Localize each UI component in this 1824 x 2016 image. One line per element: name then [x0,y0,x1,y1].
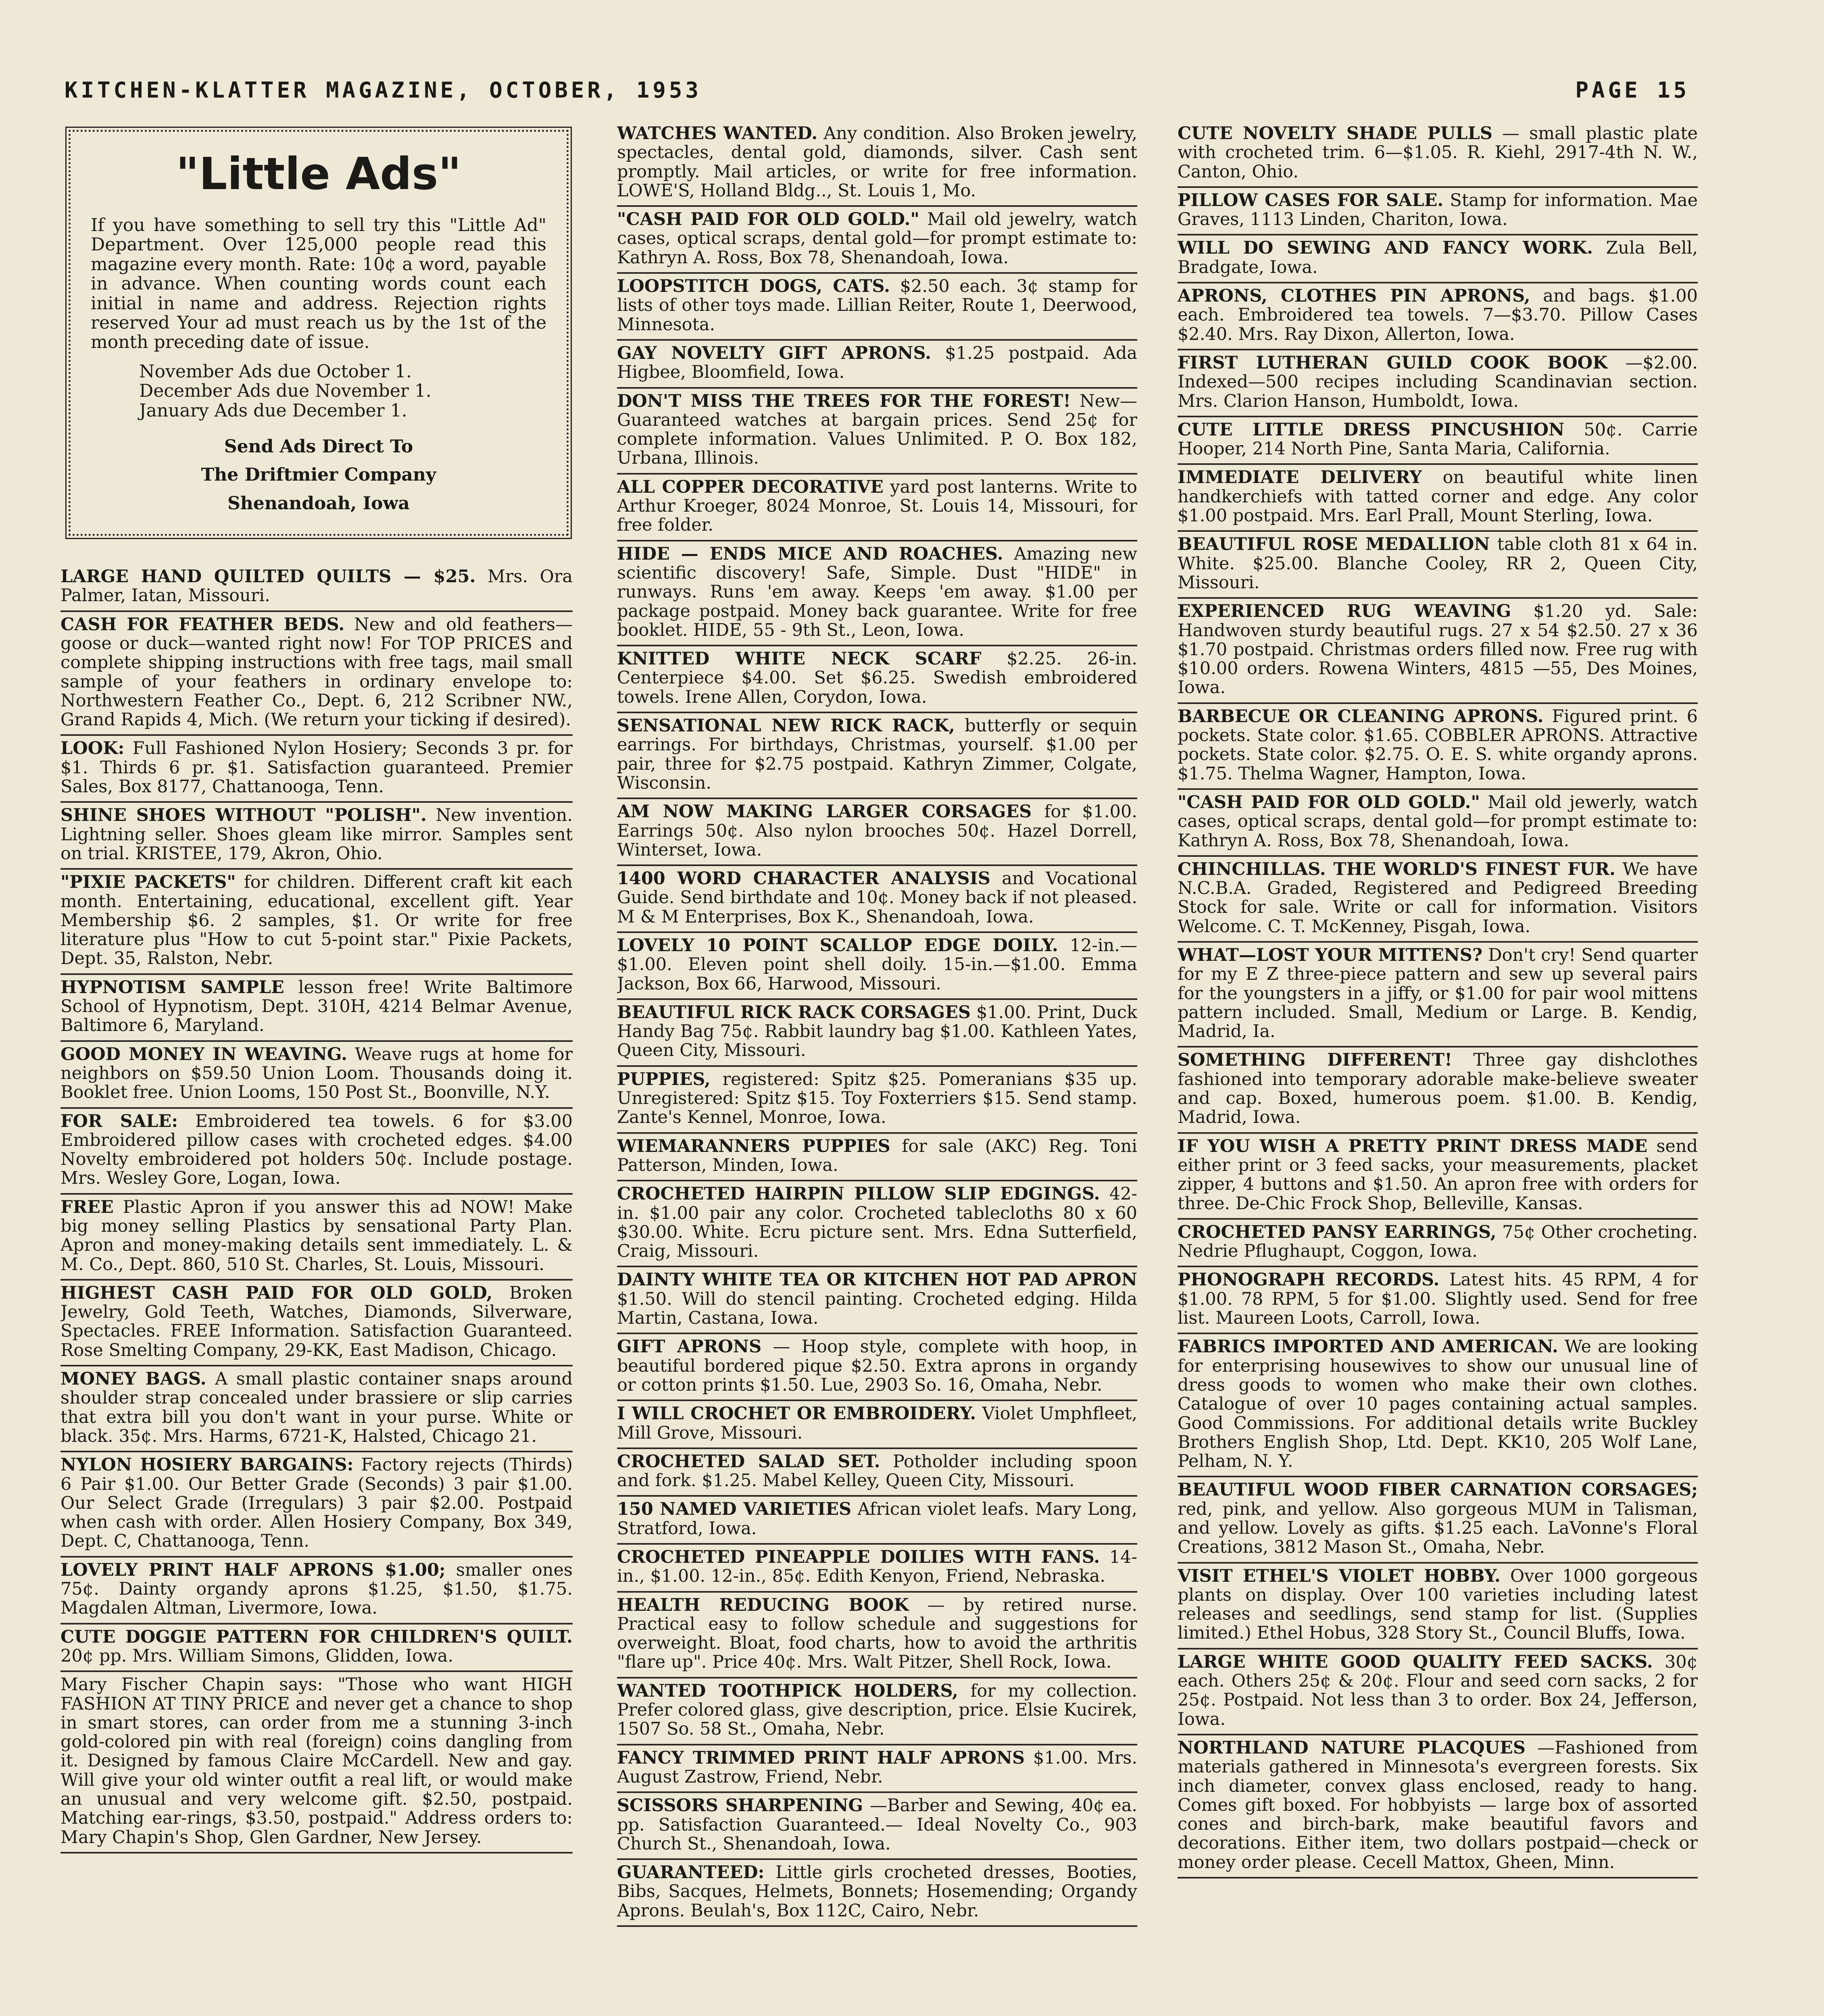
ad-heading: WHAT—LOST YOUR MITTENS? [1178,945,1483,965]
page-number: PAGE 15 [1575,77,1690,103]
ad-body: Full Fashioned Nylon Hosiery; Seconds 3 pr. for $1. Thirds 6 pr. $1. Satisfaction guaranteed. Premier Sales, Box 8177, Chattanooga, Tenn. [60,738,573,797]
ad-list [1178,121,1698,1879]
classified-ad [60,1109,573,1195]
ad-body: New invention. Lightning seller. Shoes gleam like mirror. Samples sent on trial. KRISTEE, 179, Akron, Ohio. [60,805,573,864]
ad-body: Violet Umphfleet, Mill Grove, Missouri. [617,1404,1137,1443]
ad-heading: BARBECUE OR CLEANING APRONS. [1178,706,1544,727]
ad-heading: FANCY TRIMMED PRINT HALF APRONS [617,1747,1025,1768]
ad-body: registered: Spitz $25. Pomeranians $35 up. Unregistered: Spitz $15. Toy Foxterriers $15. Send stamp. Zante's Kennel, Monroe, Iowa. [617,1069,1137,1128]
ad-heading: GIFT APRONS [617,1337,762,1357]
contact-line: Shenandoah, Iowa [227,493,410,514]
classified-ad [60,975,573,1042]
ad-body: 14-in., $1.00. 12-in., 85¢. Edith Kenyon, Friend, Nebraska. [617,1547,1137,1587]
ad-heading: I WILL CROCHET OR EMBROIDERY. [617,1404,976,1424]
ad-heading: WILL DO SEWING AND FANCY WORK. [1178,238,1593,258]
ad-body: Mary Fischer Chapin says: "Those who want HIGH FASHION AT TINY PRICE and never get a chance to shop in smart stores, can order from me a stunning 3-inch gold-colored pin with real (foreign) coins dangling from it. Designed by famous Claire McCardell. New and gay. Will give your old winter outfit a real lift, or would make an unusual and very welcome gift. $2.50, postpaid. Matching ear-rings, $3.50, postpaid." Address orders to: Mary Chapin's Shop, Glen Gardner, New Jersey. [60,1674,573,1847]
ad-heading: MONEY BAGS. [60,1369,206,1389]
ad-body: 42-in. $1.00 pair any color. Crocheted tablecloths 80 x 60 $30.00. White. Ecru picture sent. Mrs. Edna Sutterfield, Craig, Missouri. [617,1184,1137,1262]
classified-ad [1178,121,1698,188]
classified-ad [1178,1477,1698,1563]
ad-body: and Vocational Guide. Send birthdate and 10¢. Money back if not pleased. M & M Enterprises, Box K., Shenandoah, Iowa. [617,868,1137,927]
ad-heading: "PIXIE PACKETS" [60,872,236,893]
ad-heading: HIGHEST CASH PAID FOR OLD GOLD, [60,1283,493,1303]
ad-heading: GAY NOVELTY GIFT APRONS. [617,343,931,363]
ad-heading: FABRICS IMPORTED AND AMERICAN. [1178,1337,1558,1357]
classified-ad [617,207,1137,274]
ad-heading: EXPERIENCED RUG WEAVING [1178,601,1511,622]
little-ads-notice [69,130,569,536]
ad-heading: CUTE LITTLE DRESS PINCUSHION [1178,419,1565,440]
classified-ad [60,1558,573,1624]
classified-ad [617,1334,1137,1401]
ad-body: New—Guaranteed watches at bargain prices. Send 25¢ for complete information. Values Unlimited. P. O. Box 182, Urbana, Illinois. [617,391,1137,469]
classified-ad [60,1042,573,1109]
classified-ad [1178,532,1698,599]
ad-heading: WANTED TOOTHPICK HOLDERS, [617,1681,958,1701]
ad-body: Latest hits. 45 RPM, 4 for $1.00. 78 RPM, 5 for $1.00. Slightly used. Send for free list. Maureen Loots, Carroll, Iowa. [1178,1270,1698,1329]
ad-heading: FREE [60,1197,114,1217]
classified-ad [1178,1735,1698,1879]
ad-body: send either print or 3 feed sacks, your measurements, placket zipper, 4 buttons and $1.50. An apron free with orders for three. De-Chic Frock Shop, Belleville, Kansas. [1178,1136,1698,1214]
ad-heading: CASH FOR FEATHER BEDS. [60,614,345,635]
column-1 [60,121,573,2016]
ad-body: Zula Bell, Bradgate, Iowa. [1178,238,1698,277]
ad-heading: CROCHETED PINEAPPLE DOILIES WITH FANS. [617,1547,1100,1567]
classified-ad [1178,857,1698,943]
ad-heading: IF YOU WISH A PRETTY PRINT DRESS MADE [1178,1136,1648,1156]
classified-ad [617,541,1137,646]
notice-title: "Little Ads" [176,148,461,200]
ad-body: $2.25. 26-in. Centerpiece $4.00. Set $6.25. Swedish embroidered towels. Irene Allen, Corydon, Iowa. [617,649,1137,707]
classified-ad [617,713,1137,799]
ad-heading: CUTE NOVELTY SHADE PULLS [1178,123,1493,144]
ad-body: $1.20 yd. Sale: Handwoven sturdy beautiful rugs. 27 x 54 $2.50. 27 x 36 $1.70 postpaid. Christmas orders filled now. Free rug with $10.00 orders. Rowena Winters, 4815 —55, Des Moines, Iowa. [1178,601,1698,698]
classified-ad [1178,235,1698,283]
ad-body: $1.00. Mrs. August Zastrow, Friend, Nebr. [617,1747,1137,1787]
classified-ad [617,1067,1137,1134]
ad-heading: WATCHES WANTED. [617,123,818,144]
ad-body: for $1.00. Earrings 50¢. Also nylon brooches 50¢. Hazel Dorrell, Winterset, Iowa. [617,802,1137,860]
classified-ad [617,1793,1137,1860]
ad-heading: LOVELY 10 POINT SCALLOP EDGE DOILY. [617,935,1058,956]
deadline-item: January Ads due December 1. [139,400,407,421]
ad-body: Amazing new scientific discovery! Safe, Simple. Dust "HIDE" in runways. Runs 'em away. Keeps 'em away. $1.00 per package postpaid. Money back guarantee. Write for free booklet. HIDE, 55 - 9th St., Leon, Iowa. [617,544,1137,640]
ad-body: 20¢ pp. Mrs. William Simons, Glidden, Iowa. [60,1645,453,1666]
ad-body: butterfly or sequin earrings. For birthdays, Christmas, yourself. $1.00 per pair, three for $2.75 postpaid. Kathryn Zimmer, Colgate, Wisconsin. [617,716,1137,793]
ad-heading: HIDE — ENDS MICE AND ROACHES. [617,544,1003,564]
classified-ad [1178,283,1698,350]
ad-heading: LARGE WHITE GOOD QUALITY FEED SACKS. [1178,1652,1653,1672]
classified-ad [617,1134,1137,1182]
ad-body: for my collection. Prefer colored glass, give description, price. Elsie Kucirek, 1507 So. 58 St., Omaha, Nebr. [617,1681,1137,1739]
ad-body: for sale (AKC) Reg. Toni Patterson, Minden, Iowa. [617,1136,1137,1175]
ad-heading: FIRST LUTHERAN GUILD COOK BOOK [1178,352,1608,373]
classified-ad [60,1281,573,1366]
ad-heading: IMMEDIATE DELIVERY [1178,467,1422,488]
ad-heading: "CASH PAID FOR OLD GOLD." [617,209,919,230]
ad-body: on beautiful white linen handkerchiefs with tatted corner and edge. Any color $1.00 postpaid. Mrs. Earl Prall, Mount Sterling, Iowa. [1178,467,1698,526]
ad-heading: HYPNOTISM SAMPLE [60,977,284,998]
classified-ad [1178,1334,1698,1477]
classified-ad [617,866,1137,933]
ad-heading: "CASH PAID FOR OLD GOLD." [1178,792,1480,812]
column-3 [1178,121,1698,2016]
classified-ad [617,1860,1137,1927]
ad-body: Broken Jewelry, Gold Teeth, Watches, Diamonds, Silverware, Spectacles. FREE Information. Satisfaction Guaranteed. Rose Smelting Company, 29-KK, East Madison, Chicago. [60,1283,573,1360]
classified-ad [617,121,1137,207]
ad-heading: HEALTH REDUCING BOOK [617,1595,909,1615]
ad-body: Plastic Apron if you answer this ad NOW! Make big money selling Plastics by sensational Party Plan. Apron and money-making details sent immediately. L. & M. Co., Dept. 860, 510 St. Charles, St. Louis, Missouri. [60,1197,573,1275]
classified-ad [617,646,1137,713]
ad-body: Mail old jewelry, watch cases, optical scraps, dental gold—for prompt estimate to: Kathryn A. Ross, Box 78, Shenandoah, Iowa. [617,209,1137,268]
classified-ad [617,799,1137,866]
classified-ad [1178,1048,1698,1133]
ad-body: 12-in.—$1.00. Eleven point shell doily. 15-in.—$1.00. Emma Jackson, Box 66, Harwood, Missouri. [617,935,1137,994]
classified-ad [1178,465,1698,532]
ad-body: $2.50 each. 3¢ stamp for lists of other toys made. Lillian Reiter, Route 1, Deerwood, Minnesota. [617,276,1137,335]
ad-list [617,121,1137,1927]
classified-ad [1178,1564,1698,1649]
classified-ad [617,1593,1137,1679]
ad-body: We have N.C.B.A. Graded, Registered and Pedigreed Breeding Stock for sale. Write or call for information. Visitors Welcome. C. T. McKenney, Pisgah, Iowa. [1178,859,1698,937]
ad-body: Mrs. Ora Palmer, Iatan, Missouri. [60,566,573,606]
ad-body: — small plastic plate with crocheted trim. 6—$1.05. R. Kiehl, 2917-4th N. W., Canton, Ohio. [1178,123,1698,182]
classified-ad [617,1679,1137,1745]
ad-heading: SHINE SHOES WITHOUT "POLISH". [60,805,427,826]
ad-body: for children. Different craft kit each month. Entertaining, educational, excellent gift. Year Membership $6. 2 samples, $1. Or write for free literature plus "How to cut 5-point star." Pixie Packets, Dept. 35, Ralston, Nebr. [60,872,573,969]
notice-body: If you have something to sell try this "Little Ad" Department. Over 125,000 people read this magazine every month. Rate: 10¢ a word, payable in advance. When counting words count each initial in name and address. Rejection rights reserved Your ad must reach us by the 1st of the month preceding date of issue. [91,215,546,353]
ad-body: Three gay dishclothes fashioned into temporary adorable make-believe sweater and cap. Boxed, humerous poem. $1.00. B. Kendig, Madrid, Iowa. [1178,1050,1698,1128]
column-2 [617,121,1137,2016]
classified-ad [617,341,1137,389]
ad-heading: AM NOW MAKING LARGER CORSAGES [617,802,1032,822]
classified-ad [1178,790,1698,857]
ad-heading: SENSATIONAL NEW RICK RACK, [617,716,955,736]
deadline-item: November Ads due October 1. [139,361,412,382]
ad-body: A small plastic container snaps around shoulder strap concealed under brassiere or slip carries that extra bill you don't want in your purse. White or black. 35¢. Mrs. Harms, 6721-K, Halsted, Chicago 21. [60,1369,573,1446]
classified-ad [1178,417,1698,465]
ad-heading: GUARANTEED: [617,1862,765,1883]
classified-ad [60,803,573,870]
classified-ad [60,1624,573,1672]
ad-body: Little girls crocheted dresses, Booties, Bibs, Sacques, Helmets, Bonnets; Hosemending; Organdy Aprons. Beulah's, Box 112C, Cairo, Nebr. [617,1862,1137,1921]
ad-heading: DON'T MISS THE TREES FOR THE FOREST! [617,391,1071,411]
ad-body: yard post lanterns. Write to Arthur Kroeger, 8024 Monroe, St. Louis 14, Missouri, for free folder. [617,477,1137,535]
ad-body: —Barber and Sewing, 40¢ ea. pp. Satisfaction Guaranteed.— Ideal Novelty Co., 903 Church St., Shenandoah, Iowa. [617,1795,1137,1854]
contact-line: Send Ads Direct To [224,436,413,457]
ad-body: Figured print. 6 pockets. State color. $1.65. COBBLER APRONS. Attractive pockets. State color. $2.75. O. E. S. white organdy aprons. $1.75. Thelma Wagner, Hampton, Iowa. [1178,706,1698,784]
ad-body: — by retired nurse. Practical easy to follow schedule and suggestions for overweight. Bloat, food charts, how to avoid the arthritis "flare up". Price 40¢. Mrs. Walt Pitzer, Shell Rock, Iowa. [617,1595,1137,1672]
ad-body: — Hoop style, complete with hoop, in beautiful bordered pique $2.50. Extra aprons in organdy or cotton prints $1.50. Lue, 2903 So. 16, Omaha, Nebr. [617,1337,1137,1395]
ad-list [60,564,573,1854]
ad-heading: CROCHETED HAIRPIN PILLOW SLIP EDGINGS. [617,1184,1100,1204]
classified-ad [617,475,1137,541]
ad-body: $1.25 postpaid. Ada Higbee, Bloomfield, Iowa. [617,343,1137,383]
ad-heading: LOOPSTITCH DOGS, CATS. [617,276,890,297]
ad-heading: APRONS, CLOTHES PIN APRONS, [1178,286,1530,306]
classified-ad [60,870,573,975]
classified-ad [617,389,1137,475]
ad-body: Embroidered tea towels. 6 for $3.00 Embroidered pillow cases with crocheted edges. $4.00 Novelty embroidered pot holders 50¢. Include postage. Mrs. Wesley Gore, Logan, Iowa. [60,1111,573,1189]
contact-line: The Driftmier Company [201,464,436,485]
ad-body: 75¢ Other crocheting. Nedrie Pflughaupt, Coggon, Iowa. [1178,1222,1698,1262]
classified-ad [1178,350,1698,417]
ad-heading: PUPPIES, [617,1069,711,1089]
classified-ad [617,1545,1137,1593]
ad-heading: CROCHETED SALAD SET. [617,1451,880,1472]
ad-heading: BEAUTIFUL ROSE MEDALLION [1178,534,1490,555]
ad-heading: SCISSORS SHARPENING [617,1795,863,1816]
ad-body: New and old feathers—goose or duck—wanted right now! For TOP PRICES and complete shipping instructions with free tags, mail small sample of your feathers in ordinary envelope to: Northwestern Feather Co., Dept. 6, 212 Scribner NW., Grand Rapids 4, Mich. (We return your ticking if desired). [60,614,573,730]
classified-ad [617,1000,1137,1067]
classified-ad [617,933,1137,1000]
ad-body: lesson free! Write Baltimore School of Hypnotism, Dept. 310H, 4214 Belmar Avenue, Baltimore 6, Maryland. [60,977,573,1036]
ad-heading: DAINTY WHITE TEA OR KITCHEN HOT PAD APRON [617,1270,1137,1290]
ad-heading: VISIT ETHEL'S VIOLET HOBBY. [1178,1566,1501,1586]
ad-heading: LARGE HAND QUILTED QUILTS — $25. [60,566,476,587]
classified-ad [60,1366,573,1452]
ad-body: $1.00. Print, Duck Handy Bag 75¢. Rabbit laundry bag $1.00. Kathleen Yates, Queen City, Missouri. [617,1002,1137,1061]
ad-body: table cloth 81 x 64 in. White. $25.00. Blanche Cooley, RR 2, Queen City, Missouri. [1178,534,1698,593]
ad-body: Don't cry! Send quarter for my E Z three-piece pattern and sew up several pairs for the youngsters in a jiffy, or $1.00 for pair wool mittens pattern included. Small, Medium or Large. B. Kendig, Madrid, Ia. [1178,945,1698,1042]
classified-ad [617,1745,1137,1793]
ad-heading: SOMETHING DIFFERENT! [1178,1050,1453,1070]
ad-body: red, pink, and yellow. Also gorgeous MUM in Talisman, and yellow. Lovely as gifts. $1.25 each. LaVonne's Floral Creations, 3812 Mason St., Omaha, Nebr. [1178,1499,1698,1558]
ad-heading: CROCHETED PANSY EARRINGS, [1178,1222,1497,1242]
ad-body: —$2.00. Indexed—500 recipes including Scandinavian section. Mrs. Clarion Hanson, Humboldt, Iowa. [1178,352,1698,411]
ad-heading: NYLON HOSIERY BARGAINS: [60,1455,354,1475]
classified-ad [1178,1134,1698,1220]
ad-heading: WIEMARANNERS PUPPIES [617,1136,890,1156]
ad-body: —Fashioned from materials gathered in Minnesota's evergreen forests. Six inch diameter, convex glass enclosed, ready to hang. Comes gift boxed. For hobbyists — large box of assorted cones and birch-bark, make beautiful favors and decorations. Either item, two dollars postpaid—check or money order please. Cecell Mattox, Gheen, Minn. [1178,1737,1698,1872]
ad-body: smaller ones 75¢. Dainty organdy aprons $1.25, $1.50, $1.75. Magdalen Altman, Livermore, Iowa. [60,1560,573,1618]
ad-body: 30¢ each. Others 25¢ & 20¢. Flour and seed corn sacks, 2 for 25¢. Postpaid. Not less than 3 to order. Box 24, Jefferson, Iowa. [1178,1652,1698,1729]
ad-body: Over 1000 gorgeous plants on display. Over 100 varieties including latest releases and seedlings, send stamp for list. (Supplies limited.) Ethel Hobus, 328 Story St., Council Bluffs, Iowa. [1178,1566,1698,1643]
classified-ad [60,1452,573,1557]
deadline-list [139,362,546,421]
ad-body: $1.50. Will do stencil painting. Crocheted edging. Hilda Martin, Castana, Iowa. [617,1289,1137,1329]
classified-ad [617,1497,1137,1545]
classified-ad [1178,943,1698,1048]
classified-ad [60,612,573,736]
notice-contact [91,433,546,518]
classified-ad [1178,188,1698,236]
classified-ad [1178,704,1698,790]
classified-ad [1178,1649,1698,1735]
classified-ad [617,1449,1137,1497]
ad-body: Stamp for information. Mae Graves, 1113 Linden, Chariton, Iowa. [1178,190,1698,230]
ad-body: Potholder including spoon and fork. $1.25. Mabel Kelley, Queen City, Missouri. [617,1451,1137,1491]
ad-body: We are looking for enterprising housewives to show our unusual line of dress goods to women who make their own clothes. Catalogue of over 10 pages containing actual samples. Good Commissions. For additional details write Buckley Brothers English Shop, Ltd. Dept. KK10, 205 Wolf Lane, Pelham, N. Y. [1178,1337,1698,1472]
classified-ad [1178,1267,1698,1334]
ad-heading: PILLOW CASES FOR SALE. [1178,190,1444,210]
classified-ad [60,1195,573,1281]
ad-body: and bags. $1.00 each. Embroidered tea towels. 7—$3.70. Pillow Cases $2.40. Mrs. Ray Dixon, Allerton, Iowa. [1178,286,1698,344]
ad-heading: KNITTED WHITE NECK SCARF [617,649,982,669]
ad-heading: LOVELY PRINT HALF APRONS $1.00; [60,1560,446,1580]
classified-ad [617,274,1137,341]
ad-heading: BEAUTIFUL RICK RACK CORSAGES [617,1002,971,1023]
ad-heading: GOOD MONEY IN WEAVING. [60,1044,348,1064]
ad-heading: CUTE DOGGIE PATTERN FOR CHILDREN'S QUILT. [60,1627,573,1647]
classified-ad [617,1267,1137,1334]
ad-body: African violet leafs. Mary Long, Stratford, Iowa. [617,1499,1137,1539]
classified-ad [617,1401,1137,1449]
ad-body: Any condition. Also Broken jewelry, spectacles, dental gold, diamonds, silver. Cash sent promptly. Mail articles, or write for free information. LOWE'S, Holland Bldg.., St. Louis 1, Mo. [617,123,1137,201]
ad-heading: 1400 WORD CHARACTER ANALYSIS [617,868,990,889]
classified-ad [617,1181,1137,1267]
classified-ad [60,736,573,803]
classified-ad [1178,1220,1698,1268]
classified-ad [60,564,573,612]
ad-heading: CHINCHILLAS. THE WORLD'S FINEST FUR. [1178,859,1616,879]
ad-body: Weave rugs at home for neighbors on $59.50 Union Loom. Thousands doing it. Booklet free. Union Looms, 150 Post St., Boonville, N.Y. [60,1044,573,1103]
classified-ad [1178,599,1698,704]
ad-heading: 150 NAMED VARIETIES [617,1499,852,1520]
ad-heading: NORTHLAND NATURE PLACQUES [1178,1737,1526,1758]
ad-body: 50¢. Carrie Hooper, 214 North Pine, Santa Maria, California. [1178,419,1698,459]
ad-heading: PHONOGRAPH RECORDS. [1178,1270,1440,1290]
deadline-item: December Ads due November 1. [139,381,432,402]
ad-heading: FOR SALE: [60,1111,178,1131]
ad-heading: BEAUTIFUL WOOD FIBER CARNATION CORSAGES; [1178,1480,1698,1500]
ad-body: Mail old jewerly, watch cases, optical scraps, dental gold—for prompt estimate to: Kathryn A. Ross, Box 78, Shenandoah, Iowa. [1178,792,1698,851]
ad-heading: LOOK: [60,738,125,759]
page-header [65,68,1690,112]
ad-heading: ALL COPPER DECORATIVE [617,477,884,497]
ad-body: Factory rejects (Thirds) 6 Pair $1.00. Our Better Grade (Seconds) 3 pair $1.00. Our Select Grade (Irregulars) 3 pair $2.00. Postpaid when cash with order. Allen Hosiery Company, Box 349, Dept. C, Chattanooga, Tenn. [60,1455,573,1552]
classified-ad [60,1672,573,1854]
masthead: KITCHEN-KLATTER MAGAZINE, OCTOBER, 1953 [65,77,702,103]
